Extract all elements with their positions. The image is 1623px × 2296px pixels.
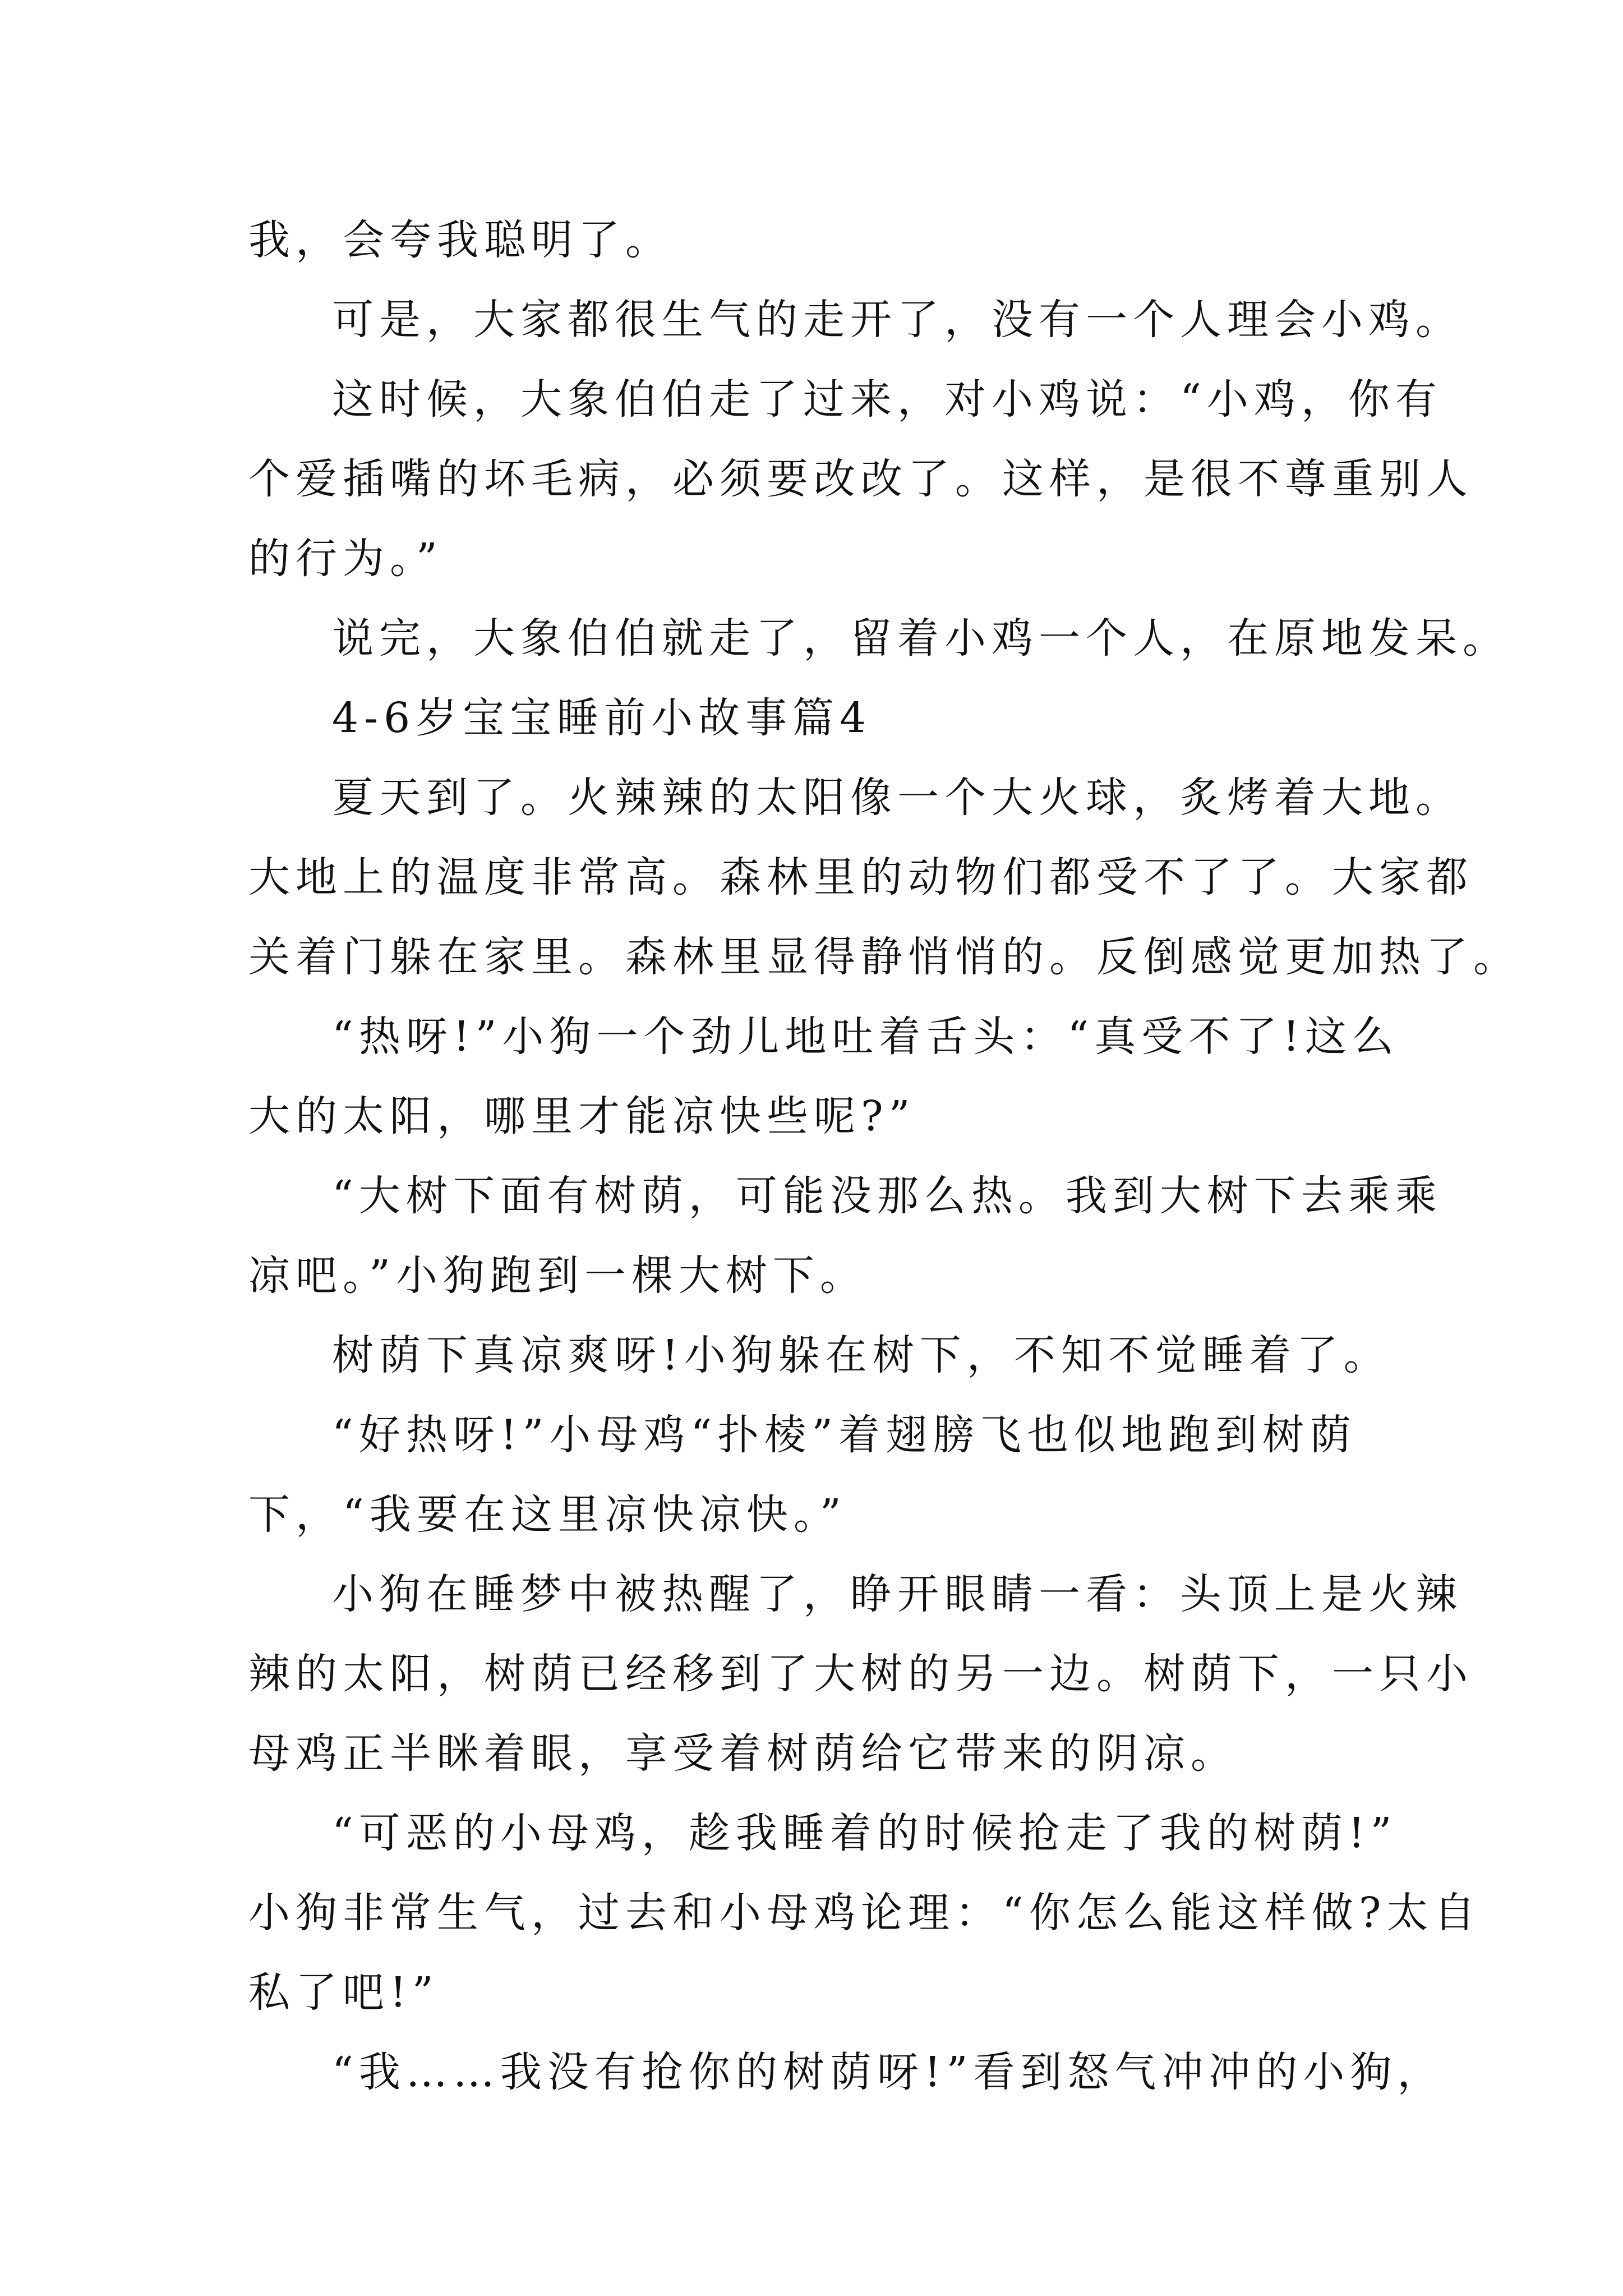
text-line: 凉吧。”小狗跑到一棵大树下。 (248, 1251, 867, 1300)
text-line: 的行为。” (248, 535, 443, 583)
section-heading: 4-6岁宝宝睡前小故事篇4 (332, 694, 872, 742)
text-line: 关着门躲在家里。森林里显得静悄悄的。反倒感觉更加热了。 (248, 933, 1520, 981)
text-line: 下，“我要在这里凉快凉快。” (248, 1490, 847, 1539)
text-line: 私了吧!” (248, 1968, 439, 2017)
paragraph-start: 小狗在睡梦中被热醒了，睁开眼睛一看：头顶上是火辣 (332, 1570, 1463, 1618)
paragraph-start: “热呀!”小狗一个劲儿地吐着舌头：“真受不了!这么 (332, 1013, 1399, 1061)
paragraph-start: “好热呀!”小母鸡“扑棱”着翅膀飞也似地跑到树荫 (332, 1411, 1357, 1459)
text-line: 大地上的温度非常高。森林里的动物们都受不了了。大家都 (248, 853, 1473, 901)
paragraph-start: 这时候，大象伯伯走了过来，对小鸡说：“小鸡，你有 (332, 375, 1442, 424)
text-line: 小狗非常生气，过去和小母鸡论理：“你怎么能这样做?太自 (248, 1889, 1481, 1937)
paragraph-start: “我……我没有抢你的树荫呀!”看到怒气冲冲的小狗， (332, 2048, 1445, 2096)
text-line: 个爱插嘴的坏毛病，必须要改改了。这样，是很不尊重别人 (248, 455, 1473, 503)
paragraph-start: “大树下面有树荫，可能没那么热。我到大树下去乘乘 (332, 1172, 1442, 1220)
text-line: 辣的太阳，树荫已经移到了大树的另一边。树荫下，一只小 (248, 1650, 1473, 1698)
text-line: 母鸡正半眯着眼，享受着树荫给它带来的阴凉。 (248, 1729, 1238, 1778)
text-line: 大的太阳，哪里才能凉快些呢?” (248, 1092, 916, 1140)
paragraph-start: 说完，大象伯伯就走了，留着小鸡一个人，在原地发呆。 (332, 614, 1510, 662)
paragraph-start: “可恶的小母鸡，趁我睡着的时候抢走了我的树荫!” (332, 1809, 1398, 1857)
paragraph-start: 树荫下真凉爽呀!小狗躲在树下，不知不觉睡着了。 (332, 1331, 1391, 1379)
paragraph-start: 可是，大家都很生气的走开了，没有一个人理会小鸡。 (332, 296, 1463, 344)
paragraph-start: 夏天到了。火辣辣的太阳像一个大火球，炙烤着大地。 (332, 774, 1463, 822)
text-line: 我，会夸我聪明了。 (248, 216, 672, 264)
